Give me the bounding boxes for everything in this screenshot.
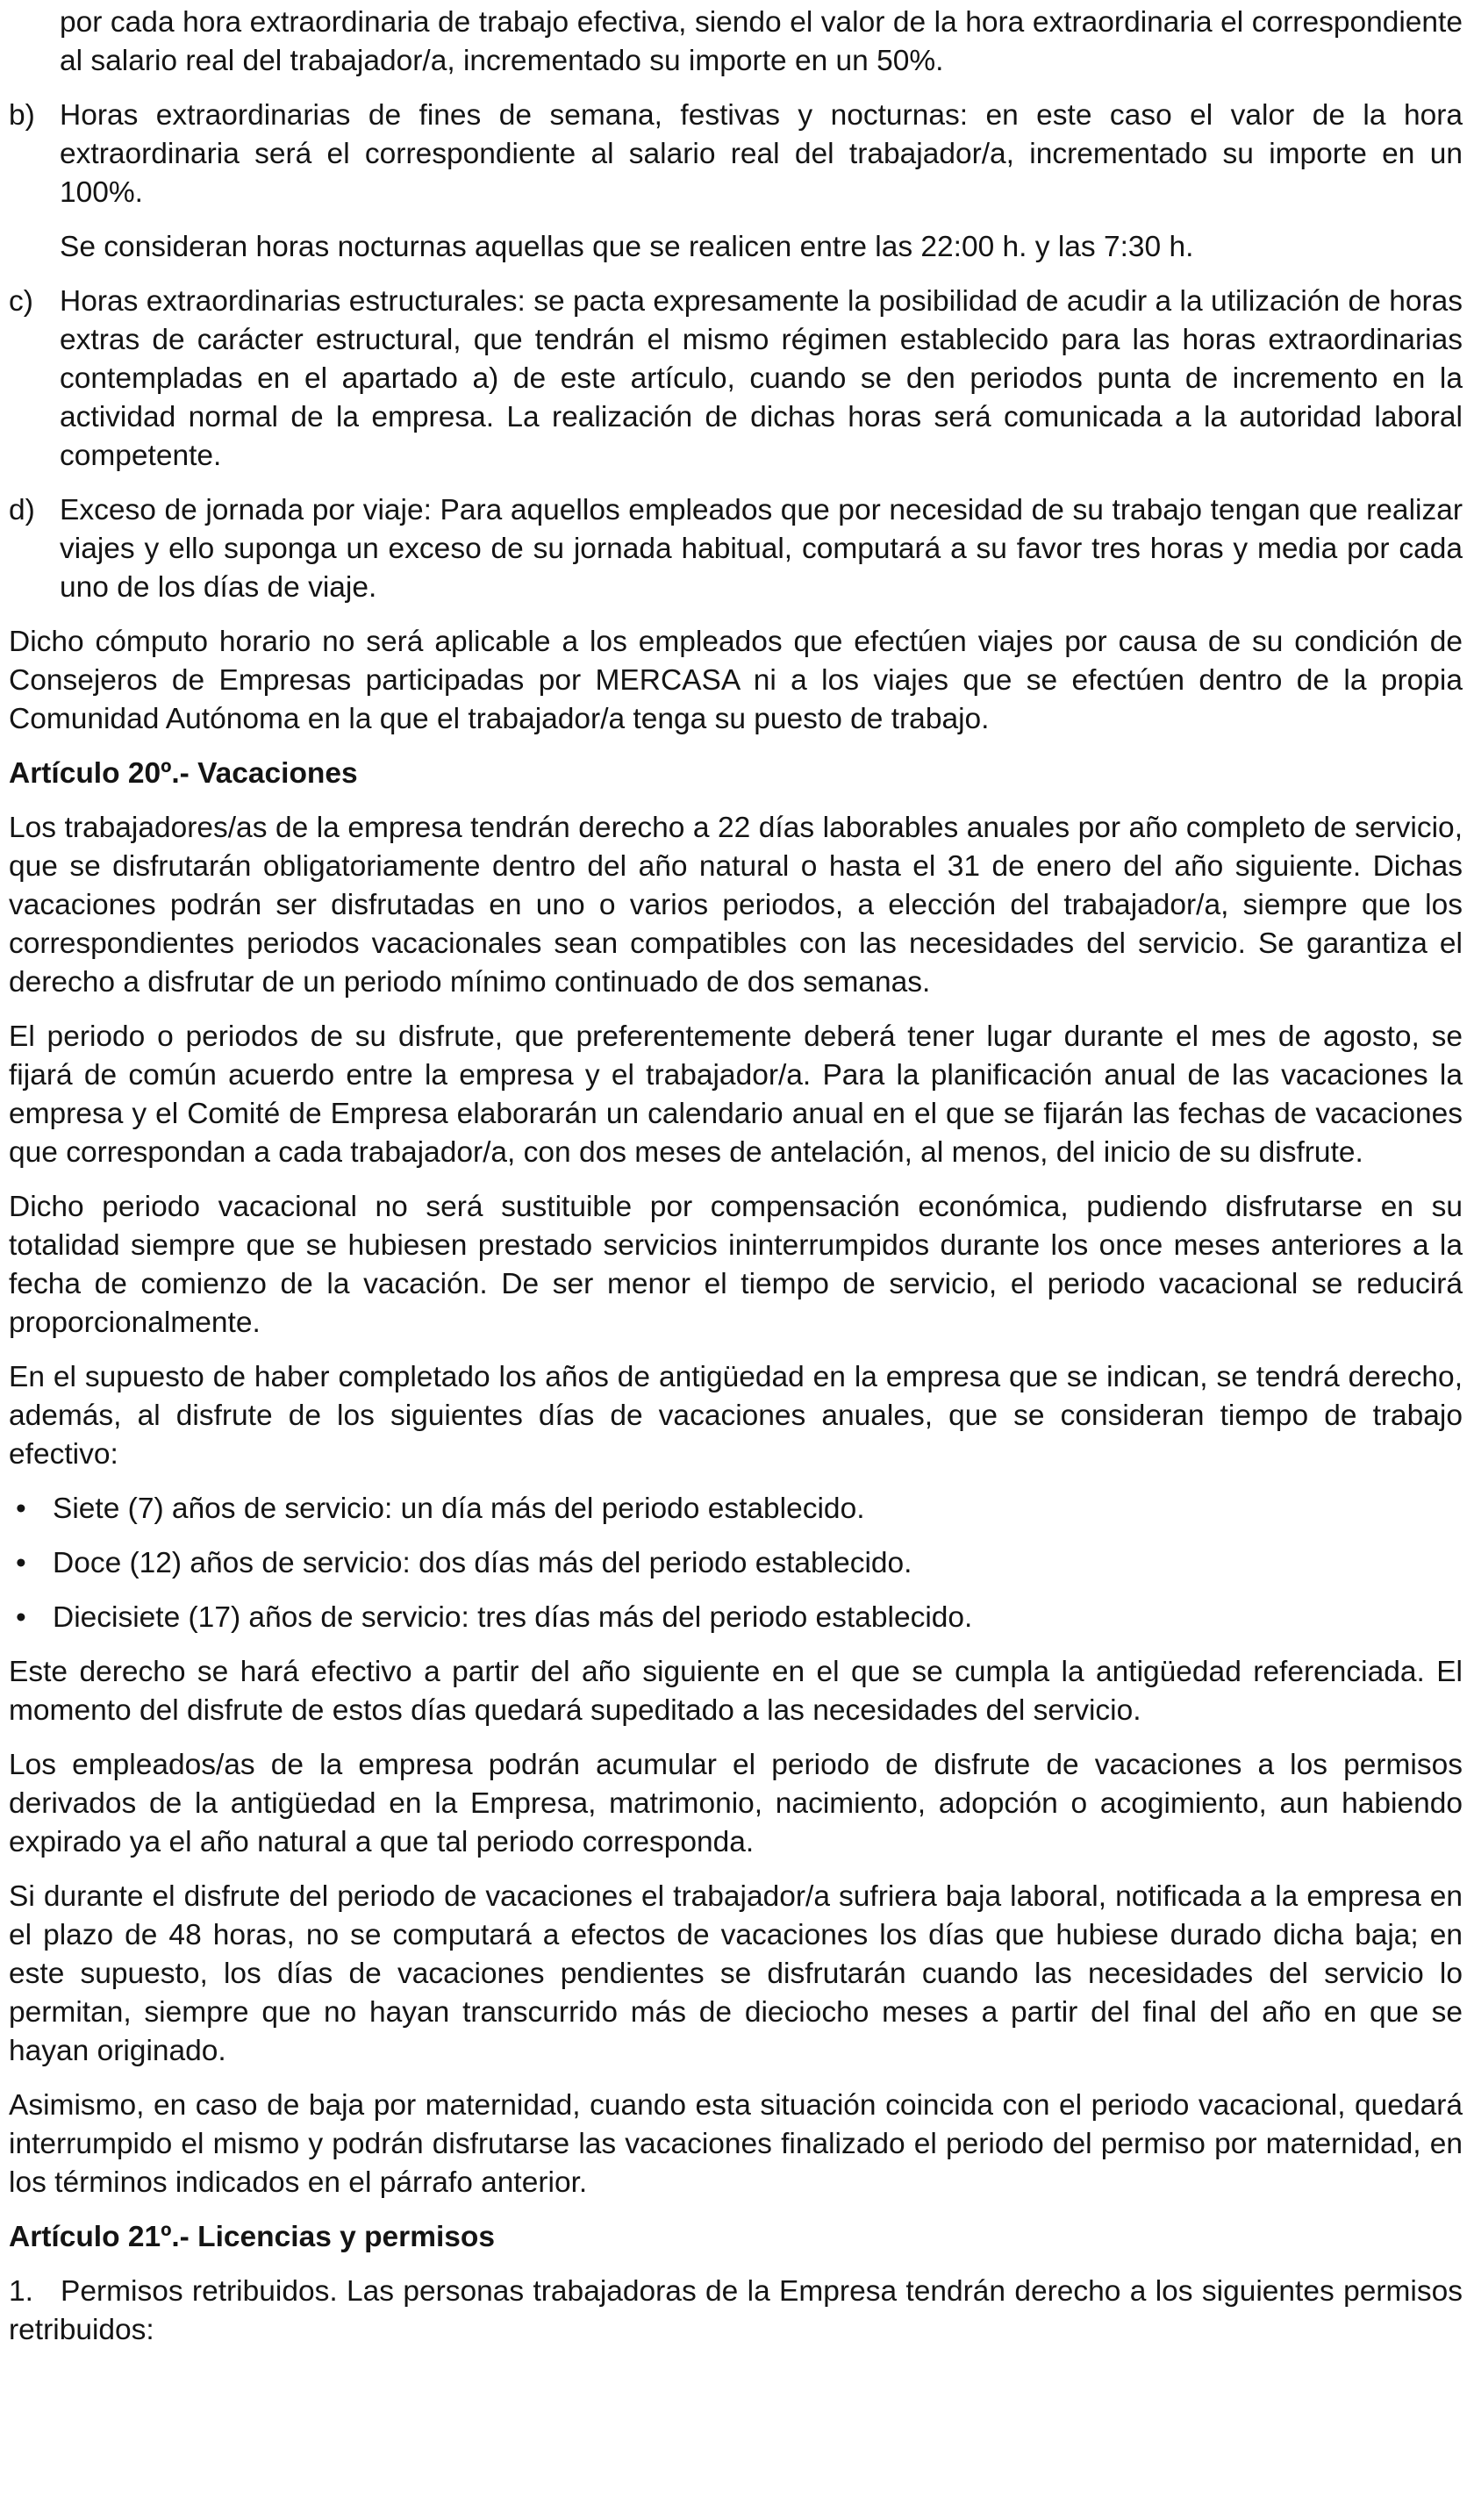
- article-20-paragraph: El periodo o periodos de su disfrute, que preferentemente deberá tener lugar durante el mes de agosto, se fijará de común acuerdo entre la empresa y el trabajador/a. Para la planificación anual de las vacaciones la empresa y el Comité de Empresa elaborarán un calendario anual en el que se fijarán las fechas de vacaciones que correspondan a cada trabajador/a, con dos meses de antelación, al menos, del inicio de su disfrute.: [9, 1020, 1463, 1169]
- article-21-heading: Artículo 21º.- Licencias y permisos: [9, 2221, 496, 2253]
- article-20-paragraph: Los trabajadores/as de la empresa tendrán derecho a 22 días laborables anuales por año completo de servicio, que se disfrutarán obligatoriamente dentro del año natural o hasta el 31 de enero del año siguiente. Dichas vacaciones podrán ser disfrutadas en uno o varios periodos, a elección del trabajador/a, siempre que los correspondientes periodos vacacionales sean compatibles con las necesidades del servicio. Se garantiza el derecho a disfrutar de un periodo mínimo continuado de dos semanas.: [9, 812, 1463, 999]
- bullet-item: [9, 1544, 1463, 1583]
- article-20-heading: Artículo 20º.- Vacaciones: [9, 757, 358, 790]
- list-item-text: Exceso de jornada por viaje: Para aquellos empleados que por necesidad de su trabajo tengan que realizar viajes y ello suponga un exceso de su jornada habitual, computará a su favor tres horas y media por cada uno de los días de viaje.: [60, 494, 1463, 604]
- article-20-paragraph: Dicho periodo vacacional no será sustituible por compensación económica, pudiendo disfrutarse en su totalidad siempre que se hubiesen prestado servicios ininterrumpidos durante los once meses anteriores a la fecha de comienzo de la vacación. De ser menor el tiempo de servicio, el periodo vacacional se reducirá proporcionalmente.: [9, 1191, 1463, 1339]
- list-marker: d): [9, 494, 35, 526]
- bullet-icon: •: [16, 1601, 26, 1634]
- article-21-item-1: [9, 2273, 1463, 2350]
- article-20-paragraph: Asimismo, en caso de baja por maternidad, cuando esta situación coincida con el periodo vacacional, quedará interrumpido el mismo y podrán disfrutarse las vacaciones finalizado el periodo del permiso por maternidad, en los términos indicados en el párrafo anterior.: [9, 2089, 1463, 2199]
- list-item-b: [9, 97, 1463, 212]
- bullet-item: [9, 1599, 1463, 1637]
- list-item-text: Horas extraordinarias de fines de semana, festivas y nocturnas: en este caso el valor de la hora extraordinaria será el correspondiente al salario real del trabajador/a, incrementado su importe en un 100%.: [60, 99, 1463, 209]
- nocturnal-note: Se consideran horas nocturnas aquellas que se realicen entre las 22:00 h. y las 7:30 h.: [60, 231, 1194, 263]
- list-item-c: [9, 283, 1463, 476]
- item-number: 1.: [9, 2275, 33, 2308]
- list-marker: c): [9, 285, 33, 318]
- computo-paragraph: Dicho cómputo horario no será aplicable a los empleados que efectúen viajes por causa de su condición de Consejeros de Empresas participadas por MERCASA ni a los viajes que se efectúen dentro de la propia Comunidad Autónoma en la que el trabajador/a tenga su puesto de trabajo.: [9, 626, 1463, 735]
- bullet-icon: •: [16, 1547, 26, 1579]
- bullet-item: [9, 1490, 1463, 1528]
- article-20-paragraph: Los empleados/as de la empresa podrán acumular el periodo de disfrute de vacaciones a los permisos derivados de la antigüedad en la Empresa, matrimonio, nacimiento, adopción o acogimiento, aun habiendo expirado ya el año natural a que tal periodo corresponda.: [9, 1749, 1463, 1858]
- list-marker: b): [9, 99, 35, 132]
- bullet-text: Doce (12) años de servicio: dos días más del periodo establecido.: [53, 1547, 912, 1579]
- list-item-text: Horas extraordinarias estructurales: se pacta expresamente la posibilidad de acudir a la utilización de horas extras de carácter estructural, que tendrán el mismo régimen establecido para las horas extraordinarias contempladas en el apartado a) de este artículo, cuando se den periodos punta de incremento en la actividad normal de la empresa. La realización de dichas horas será comunicada a la autoridad laboral competente.: [60, 285, 1463, 472]
- article-20-paragraph: En el supuesto de haber completado los años de antigüedad en la empresa que se indican, se tendrá derecho, además, al disfrute de los siguientes días de vacaciones anuales, que se consideran tiempo de trabajo efectivo:: [9, 1361, 1463, 1471]
- continuation-paragraph: por cada hora extraordinaria de trabajo efectiva, siendo el valor de la hora extraordinaria el correspondiente al salario real del trabajador/a, incrementado su importe en un 50%.: [60, 6, 1463, 77]
- article-20-paragraph: Este derecho se hará efectivo a partir del año siguiente en el que se cumpla la antigüedad referenciada. El momento del disfrute de estos días quedará supeditado a las necesidades del servicio.: [9, 1656, 1463, 1727]
- bullet-icon: •: [16, 1493, 26, 1525]
- article-20-paragraph: Si durante el disfrute del periodo de vacaciones el trabajador/a sufriera baja laboral, notificada a la empresa en el plazo de 48 horas, no se computará a efectos de vacaciones los días que hubiese durado dicha baja; en este supuesto, los días de vacaciones pendientes se disfrutarán cuando las necesidades del servicio lo permitan, siempre que no hayan transcurrido más de dieciocho meses a partir del final del año en que se hayan originado.: [9, 1880, 1463, 2067]
- list-item-d: [9, 491, 1463, 607]
- bullet-text: Siete (7) años de servicio: un día más del periodo establecido.: [53, 1493, 865, 1525]
- item-text: Permisos retribuidos. Las personas trabajadoras de la Empresa tendrán derecho a los siguientes permisos retribuidos:: [9, 2275, 1463, 2346]
- document-page: [9, 4, 1463, 2366]
- bullet-text: Diecisiete (17) años de servicio: tres días más del periodo establecido.: [53, 1601, 973, 1634]
